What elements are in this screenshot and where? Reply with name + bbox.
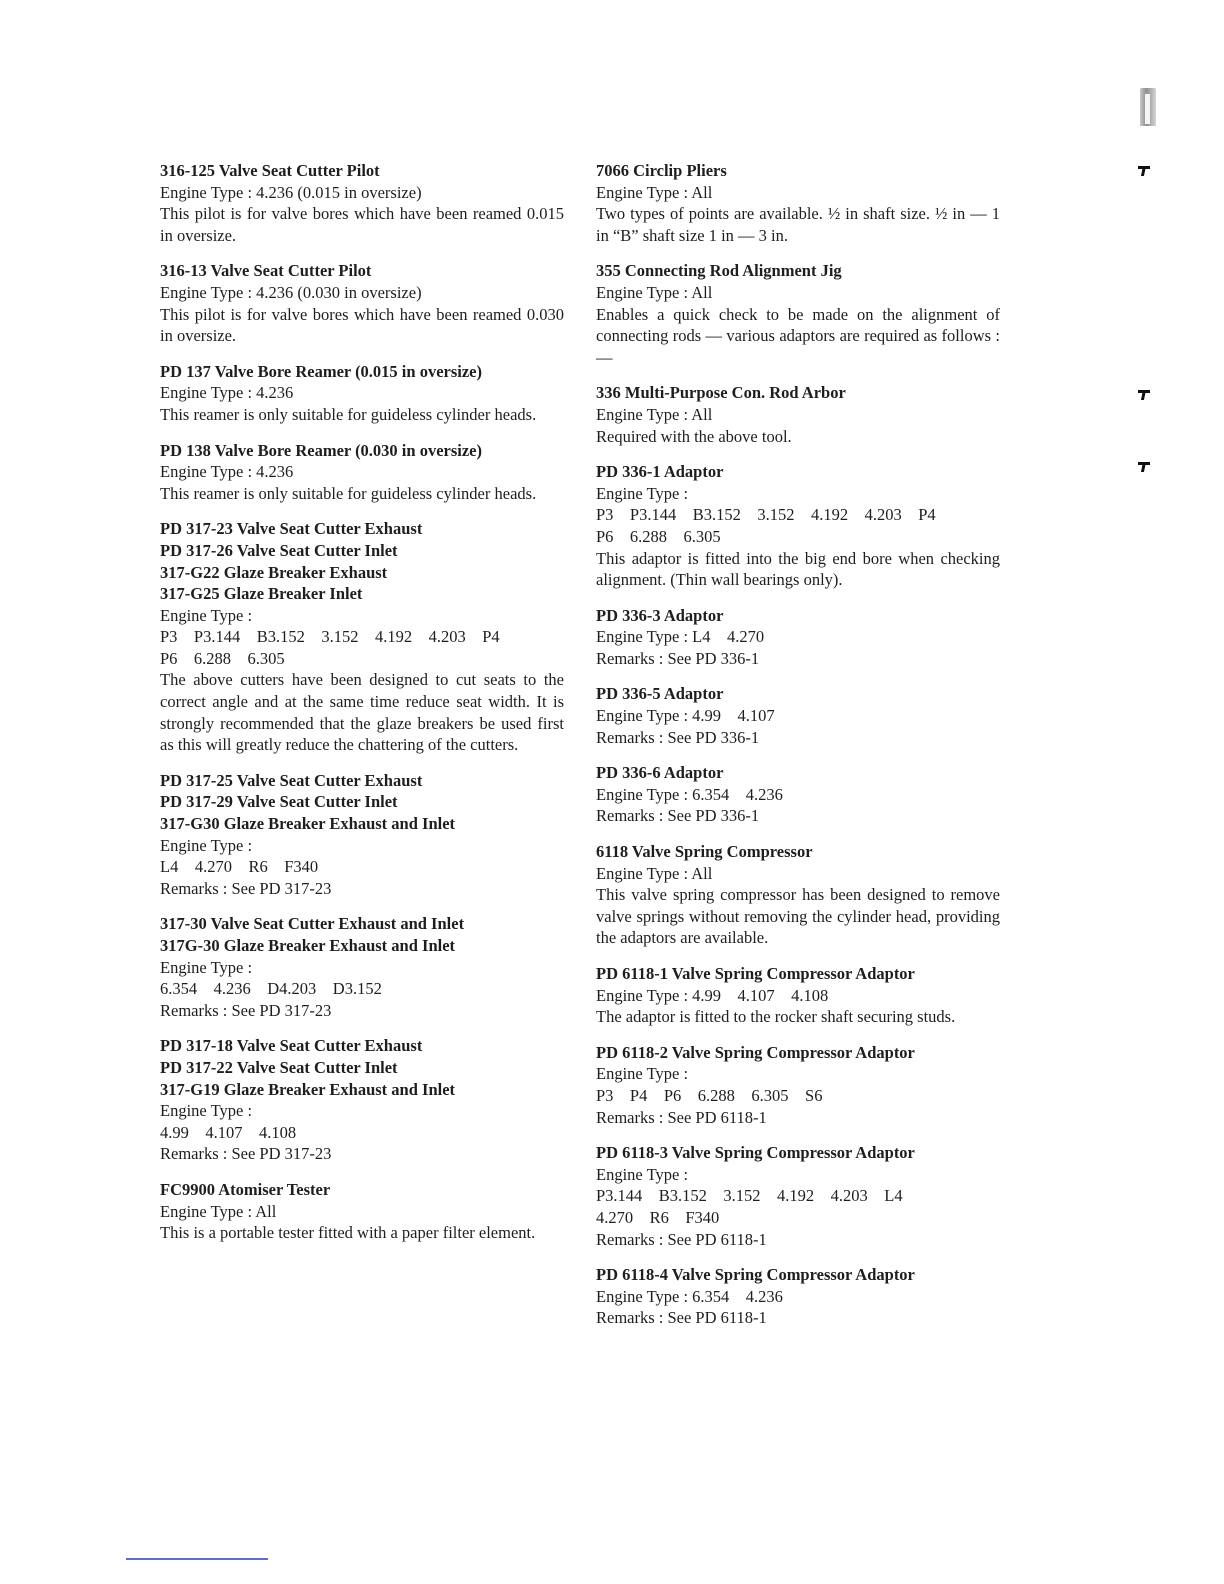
tool-title: 316-13 Valve Seat Cutter Pilot <box>160 261 372 281</box>
tool-info-line: Engine Type : 4.99 4.107 4.108 <box>596 985 829 1005</box>
tool-description: This reamer is only suitable for guideless cylinder heads. <box>160 483 537 503</box>
tool-entry <box>596 382 1000 447</box>
tool-info-line: Engine Type : L4 4.270 <box>596 627 765 647</box>
tool-description: This pilot is for valve bores which have been reamed 0.030 in oversize. <box>160 304 564 346</box>
tool-title: PD 336-5 Adaptor <box>596 684 724 704</box>
tool-info-line: L4 4.270 R6 F340 <box>160 857 319 877</box>
tool-title: 317G-30 Glaze Breaker Exhaust and Inlet <box>160 936 456 955</box>
tool-title: PD 138 Valve Bore Reamer (0.030 in oversize) <box>160 440 482 460</box>
tool-entry <box>596 260 1000 368</box>
tool-description: The above cutters have been designed to cut seats to the correct angle and at the same time reduce seat width. It is strongly recommended that the glaze breakers be used first as this will greatly reduce the chattering of the cutters. <box>160 670 564 755</box>
tool-info-line: P6 6.288 6.305 <box>160 648 285 668</box>
tool-title: PD 317-25 Valve Seat Cutter Exhaust <box>160 770 423 790</box>
tool-title: PD 137 Valve Bore Reamer (0.015 in oversize) <box>160 361 482 381</box>
tool-info-line: Engine Type : All <box>160 1201 277 1221</box>
right-column <box>596 160 1000 1343</box>
tool-entry <box>160 260 564 346</box>
tool-description: This pilot is for valve bores which have been reamed 0.015 in oversize. <box>160 204 564 245</box>
tool-title: PD 317-22 Valve Seat Cutter Inlet <box>160 1057 398 1077</box>
tool-title: PD 6118-2 Valve Spring Compressor Adaptor <box>596 1042 915 1062</box>
tool-title: PD 336-6 Adaptor <box>596 763 724 783</box>
tool-info-line: Engine Type : 4.99 4.107 <box>596 706 775 726</box>
tool-entry <box>160 361 564 426</box>
tool-info-line: Remarks : See PD 336-1 <box>596 727 760 747</box>
tool-info-line: Required with the above tool. <box>596 426 792 446</box>
bottom-rule <box>126 1558 268 1560</box>
tool-info-line: Remarks : See PD 336-1 <box>596 806 760 826</box>
tool-entry <box>596 683 1000 748</box>
tool-info-line: Engine Type : <box>596 483 689 503</box>
margin-mark <box>1138 388 1150 400</box>
tool-title: PD 317-29 Valve Seat Cutter Inlet <box>160 792 398 812</box>
tool-entry <box>160 440 564 505</box>
tool-info-line: Engine Type : <box>160 1101 253 1121</box>
tool-title: PD 6118-3 Valve Spring Compressor Adaptor <box>596 1143 915 1163</box>
tool-title: 316-125 Valve Seat Cutter Pilot <box>160 161 380 180</box>
tool-title: PD 6118-4 Valve Spring Compressor Adaptor <box>596 1265 915 1285</box>
tool-description: The adaptor is fitted to the rocker shaft securing studs. <box>596 1007 956 1027</box>
tool-info-line: Engine Type : <box>596 1064 689 1084</box>
tool-entry <box>160 518 564 756</box>
tool-entry <box>160 160 564 246</box>
tool-entry <box>596 1264 1000 1329</box>
margin-mark <box>1138 460 1150 472</box>
tool-title: PD 336-3 Adaptor <box>596 605 724 625</box>
tool-description: Enables a quick check to be made on the alignment of connecting rods — various adaptors are required as follows :— <box>596 304 1000 367</box>
tool-title: 355 Connecting Rod Alignment Jig <box>596 261 842 281</box>
tool-info-line: 6.354 4.236 D4.203 D3.152 <box>160 979 382 999</box>
tool-title: 336 Multi-Purpose Con. Rod Arbor <box>596 383 846 403</box>
tool-description: This reamer is only suitable for guideless cylinder heads. <box>160 404 537 424</box>
tool-entry <box>596 762 1000 827</box>
tool-info-line: Engine Type : 4.236 <box>160 462 294 482</box>
tool-entry <box>160 1179 564 1244</box>
tool-entry <box>596 841 1000 949</box>
tool-info-line: 4.270 R6 F340 <box>596 1207 720 1227</box>
tool-entry <box>596 963 1000 1028</box>
tool-info-line: Engine Type : <box>160 835 253 855</box>
tool-title: PD 317-18 Valve Seat Cutter Exhaust <box>160 1036 423 1056</box>
tool-info-line: Engine Type : All <box>596 863 713 883</box>
tool-title: PD 317-26 Valve Seat Cutter Inlet <box>160 540 398 560</box>
tool-info-line: Remarks : See PD 317-23 <box>160 1144 332 1164</box>
tool-entry <box>596 160 1000 246</box>
tool-description: This valve spring compressor has been designed to remove valve springs without removing the cylinder head, providing the adaptors are available. <box>596 885 1000 948</box>
tool-description: Two types of points are available. ½ in shaft size. ½ in — 1 in “B” shaft size 1 in — 3 in. <box>596 204 1000 245</box>
tool-entry <box>160 1035 564 1165</box>
tool-info-line: Remarks : See PD 317-23 <box>160 878 332 898</box>
tool-title: 317-G22 Glaze Breaker Exhaust <box>160 562 388 582</box>
page-edge-tab <box>1140 88 1156 126</box>
tool-info-line: Remarks : See PD 317-23 <box>160 1000 332 1020</box>
tool-info-line: Remarks : See PD 6118-1 <box>596 1229 767 1249</box>
tool-info-line: Engine Type : All <box>596 404 713 424</box>
tool-info-line: P3 P3.144 B3.152 3.152 4.192 4.203 P4 <box>596 505 936 525</box>
tool-info-line: P3 P3.144 B3.152 3.152 4.192 4.203 P4 <box>160 627 500 647</box>
tool-entry <box>596 461 1000 591</box>
tool-description: This adaptor is fitted into the big end bore when checking alignment. (Thin wall bearings only). <box>596 548 1000 590</box>
tool-info-line: Engine Type : <box>596 1164 689 1184</box>
tool-info-line: Remarks : See PD 336-1 <box>596 648 760 668</box>
tool-info-line: Engine Type : All <box>596 282 713 302</box>
tool-info-line: Engine Type : 4.236 (0.030 in oversize) <box>160 282 422 302</box>
tool-info-line: P3.144 B3.152 3.152 4.192 4.203 L4 <box>596 1186 903 1206</box>
tool-info-line: Engine Type : All <box>596 182 713 202</box>
tool-info-line: Engine Type : 4.236 <box>160 383 294 403</box>
tool-title: 317-G30 Glaze Breaker Exhaust and Inlet <box>160 814 456 834</box>
tool-title: PD 6118-1 Valve Spring Compressor Adaptor <box>596 964 915 983</box>
tool-entry <box>596 1142 1000 1250</box>
tool-info-line: Engine Type : 4.236 (0.015 in oversize) <box>160 182 422 202</box>
tool-title: FC9900 Atomiser Tester <box>160 1179 331 1199</box>
margin-mark <box>1138 164 1150 176</box>
tool-info-line: 4.99 4.107 4.108 <box>160 1122 297 1142</box>
tool-entry <box>160 770 564 900</box>
tool-title: 7066 Circlip Pliers <box>596 161 727 180</box>
tool-entry <box>596 1042 1000 1128</box>
tool-title: PD 336-1 Adaptor <box>596 462 724 482</box>
tool-info-line: Engine Type : <box>160 957 253 977</box>
tool-title: 317-G19 Glaze Breaker Exhaust and Inlet <box>160 1079 456 1099</box>
tool-info-line: Engine Type : 6.354 4.236 <box>596 784 783 804</box>
tool-info-line: P6 6.288 6.305 <box>596 526 721 546</box>
tool-info-line: Remarks : See PD 6118-1 <box>596 1308 767 1328</box>
tool-info-line: Engine Type : <box>160 605 253 625</box>
tool-title: 6118 Valve Spring Compressor <box>596 842 813 862</box>
tool-info-line: P3 P4 P6 6.288 6.305 S6 <box>596 1085 823 1105</box>
tool-entry <box>160 913 564 1021</box>
tool-title: 317-G25 Glaze Breaker Inlet <box>160 584 363 604</box>
tool-title: PD 317-23 Valve Seat Cutter Exhaust <box>160 519 423 539</box>
tool-title: 317-30 Valve Seat Cutter Exhaust and Inlet <box>160 914 465 934</box>
tool-info-line: Remarks : See PD 6118-1 <box>596 1107 767 1127</box>
tool-description: This is a portable tester fitted with a paper filter element. <box>160 1223 536 1243</box>
tool-entry <box>596 605 1000 670</box>
left-column <box>160 160 564 1258</box>
tool-info-line: Engine Type : 6.354 4.236 <box>596 1286 783 1306</box>
